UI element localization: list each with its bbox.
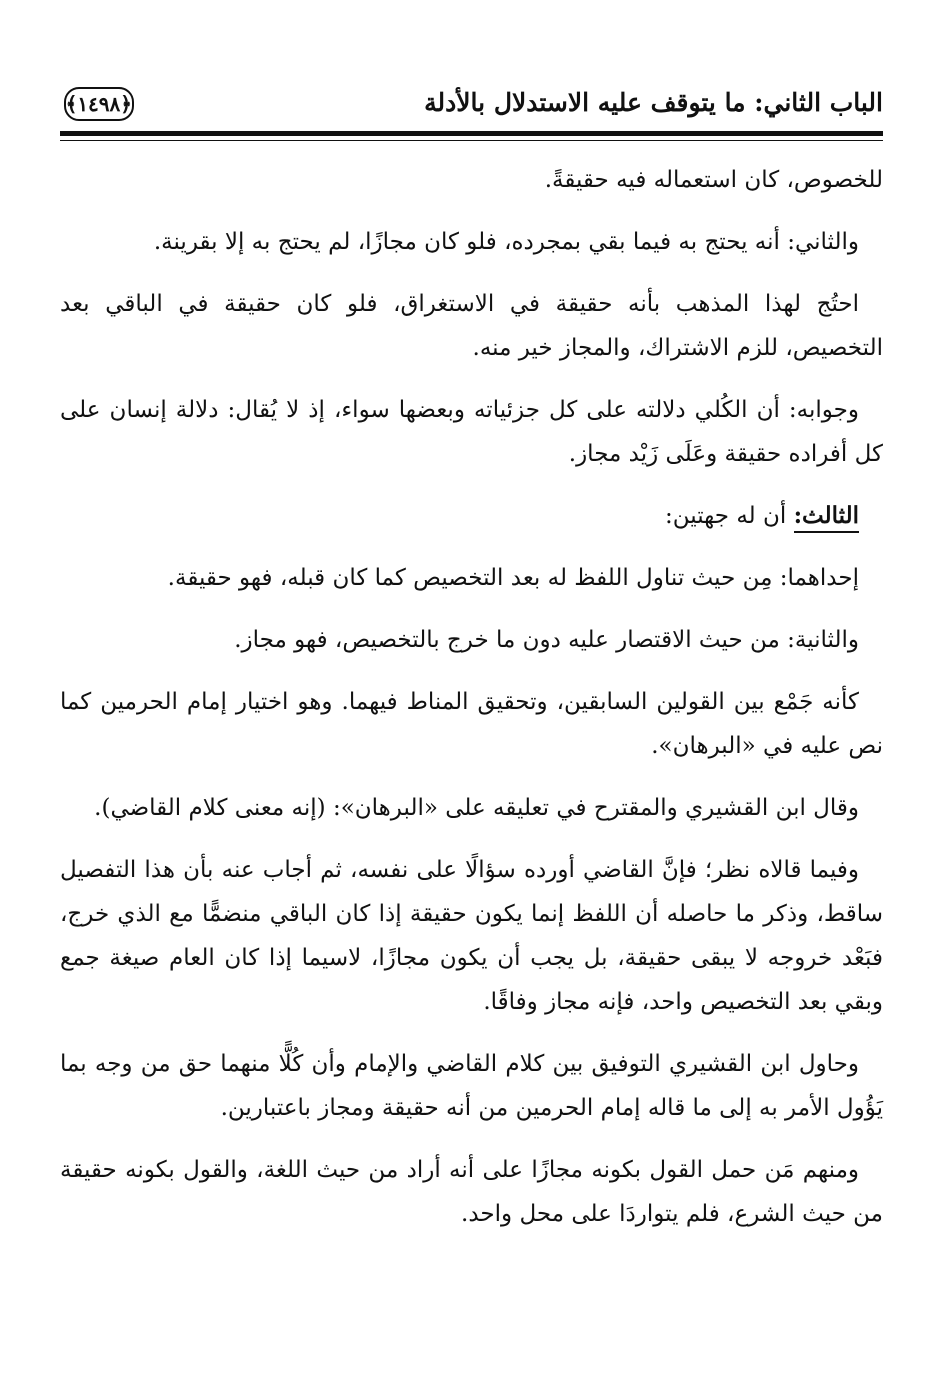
third-opinion-label: الثالث: [794,502,859,533]
body-text [60,158,883,1254]
paragraph: ومنهم مَن حمل القول بكونه مجازًا على أنه أراد من حيث اللغة، والقول بكونه حقيقة من حيث الشرع، فلم يتواردَا على محل واحد. [60,1157,883,1227]
paragraph: إحداهما: مِن حيث تناول اللفظ له بعد التخصيص كما كان قبله، فهو حقيقة. [167,565,859,591]
paragraph: وفيما قالاه نظر؛ فإنَّ القاضي أورده سؤالًا على نفسه، ثم أجاب عنه بأن هذا التفصيل ساقط، وذكر ما حاصله أن اللفظ إنما يكون حقيقة إذا كان الباقي منضمًّا مع الذي خرج، فبَعْد خروجه لا يبقى حقيقة، بل يجب أن يكون مجازًا، لاسيما إذا كان العام صيغة جمع وبقي بعد التخصيص واحد، فإنه مجاز وفاقًا. [60,857,883,1015]
paragraph: احتُج لهذا المذهب بأنه حقيقة في الاستغراق، فلو كان حقيقة في الباقي بعد التخصيص، للزم الاشتراك، والمجاز خير منه. [60,291,883,361]
paragraph: وحاول ابن القشيري التوفيق بين كلام القاضي والإمام وأن كُلًّا منهما حق من وجه بما يَؤُول الأمر به إلى ما قاله إمام الحرمين من أنه حقيقة ومجاز باعتبارين. [60,1051,883,1121]
paragraph: والثانية: من حيث الاقتصار عليه دون ما خرج بالتخصيص، فهو مجاز. [234,627,859,653]
running-title: الباب الثاني: ما يتوقف عليه الاستدلال بالأدلة [424,88,883,117]
page-header [60,84,883,130]
paragraph: والثاني: أنه يحتج به فيما بقي بمجرده، فلو كان مجازًا، لم يحتج به إلا بقرينة. [153,229,859,255]
paragraph: وقال ابن القشيري والمقترح في تعليقه على «البرهان»: (إنه معنى كلام القاضي). [94,795,859,821]
third-opinion-paragraph [60,494,883,538]
paragraph: كأنه جَمْع بين القولين السابقين، وتحقيق المناط فيهما. وهو اختيار إمام الحرمين كما نص عليه في «البرهان». [60,689,883,759]
header-rule-thin [60,140,883,141]
paragraph: وجوابه: أن الكُلي دلالته على كل جزئياته وبعضها سواء، إذ لا يُقال: دلالة إنسان على كل أفراده حقيقة وعَلَى زَيْد مجاز. [60,397,883,467]
paragraph: للخصوص، كان استعماله فيه حقيقةً. [544,167,883,193]
header-rule-thick [60,131,883,136]
page-number: ﴿١٤٩٨﴾ [64,87,134,121]
third-opinion-text: أن له جهتين: [665,503,787,529]
